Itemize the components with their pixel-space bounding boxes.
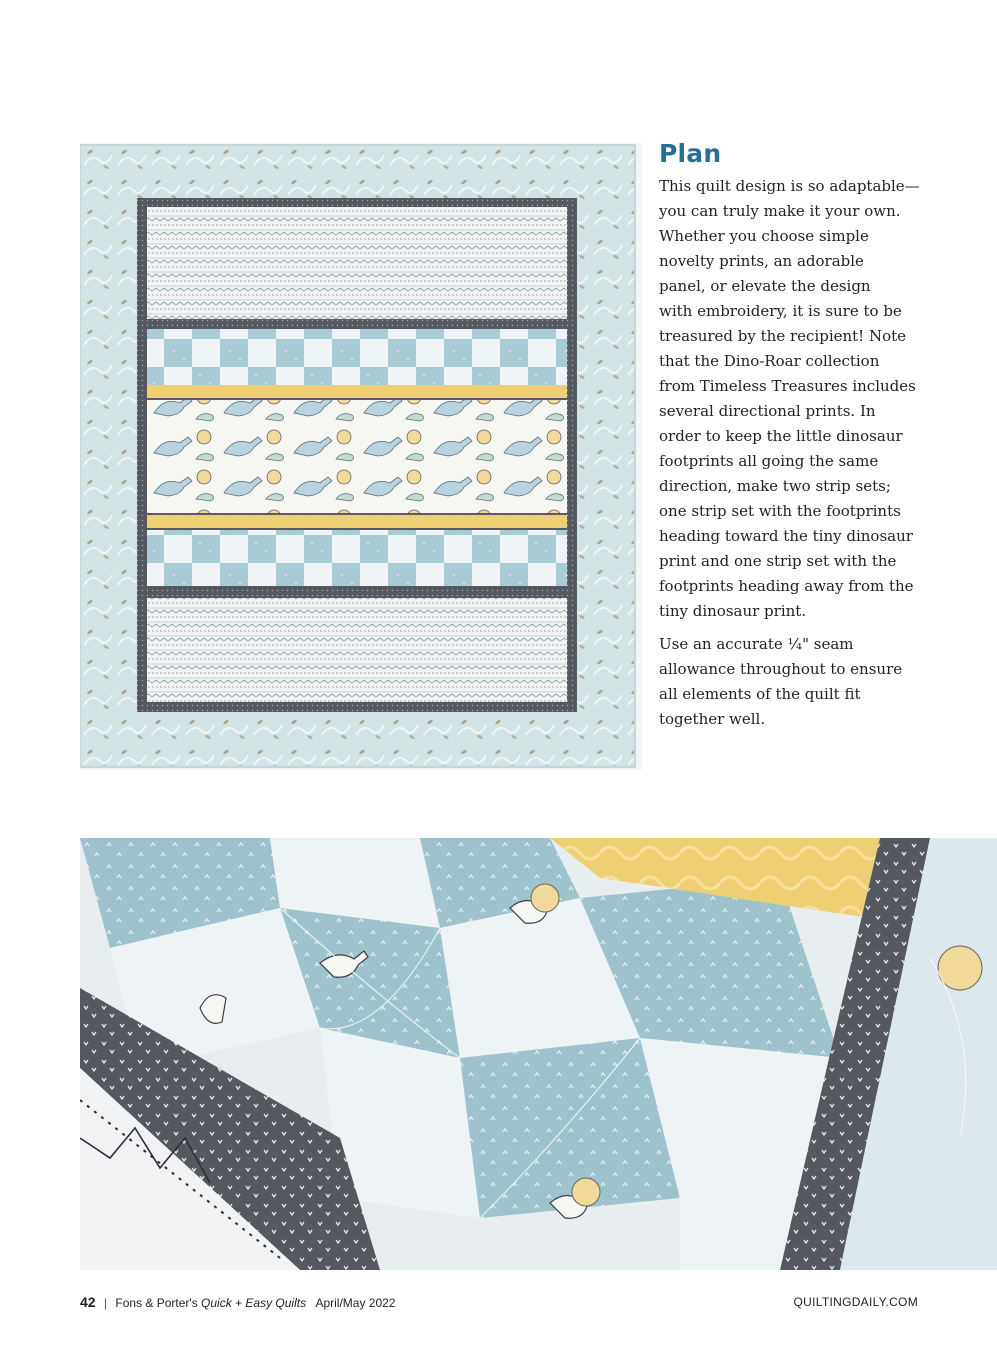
- closeup-photo: [80, 838, 997, 1270]
- text-line: panel, or elevate the design: [659, 277, 871, 295]
- text-line: you can truly make it your own.: [659, 202, 901, 220]
- text-line: allowance throughout to ensure: [659, 660, 903, 678]
- text-line: footprints heading away from the: [659, 577, 914, 595]
- paragraph-seam-allowance: [659, 632, 934, 732]
- text-line: with embroidery, it is sure to be: [659, 302, 902, 320]
- section-heading: Plan: [659, 139, 722, 168]
- text-line: several directional prints. In: [659, 402, 876, 420]
- text-line: footprints all going the same: [659, 452, 879, 470]
- text-line: tiny dinosaur print.: [659, 602, 807, 620]
- text-line: This quilt design is so adaptable—: [659, 177, 920, 195]
- text-line: Use an accurate ¼" seam: [659, 635, 854, 653]
- page-number: 42: [80, 1294, 96, 1310]
- quilt-photo: [80, 143, 642, 770]
- text-line: direction, make two strip sets;: [659, 477, 891, 495]
- quilt-photo-icon: [80, 143, 642, 770]
- text-line: that the Dino-Roar collection: [659, 352, 880, 370]
- website-link[interactable]: QUILTINGDAILY.COM: [793, 1295, 918, 1309]
- fabric-closeup-photo-icon: [80, 838, 997, 1270]
- text-line: from Timeless Treasures includes: [659, 377, 916, 395]
- text-line: together well.: [659, 710, 766, 728]
- footer-separator: |: [103, 1296, 108, 1310]
- publication-name: Fons & Porter's: [115, 1296, 202, 1310]
- text-line: novelty prints, an adorable: [659, 252, 864, 270]
- text-line: order to keep the little dinosaur: [659, 427, 903, 445]
- text-line: Whether you choose simple: [659, 227, 869, 245]
- text-line: one strip set with the footprints: [659, 502, 901, 520]
- footer-publication-info: [80, 1294, 395, 1310]
- text-line: treasured by the recipient! Note: [659, 327, 907, 345]
- article-column: [659, 138, 934, 732]
- publication-title-italic: Quick + Easy Quilts: [201, 1296, 307, 1310]
- paragraph-intro: [659, 174, 934, 624]
- text-line: heading toward the tiny dinosaur: [659, 527, 913, 545]
- issue-date: April/May 2022: [315, 1296, 396, 1310]
- text-line: all elements of the quilt fit: [659, 685, 861, 703]
- text-line: print and one strip set with the: [659, 552, 897, 570]
- page-footer: [80, 1292, 918, 1312]
